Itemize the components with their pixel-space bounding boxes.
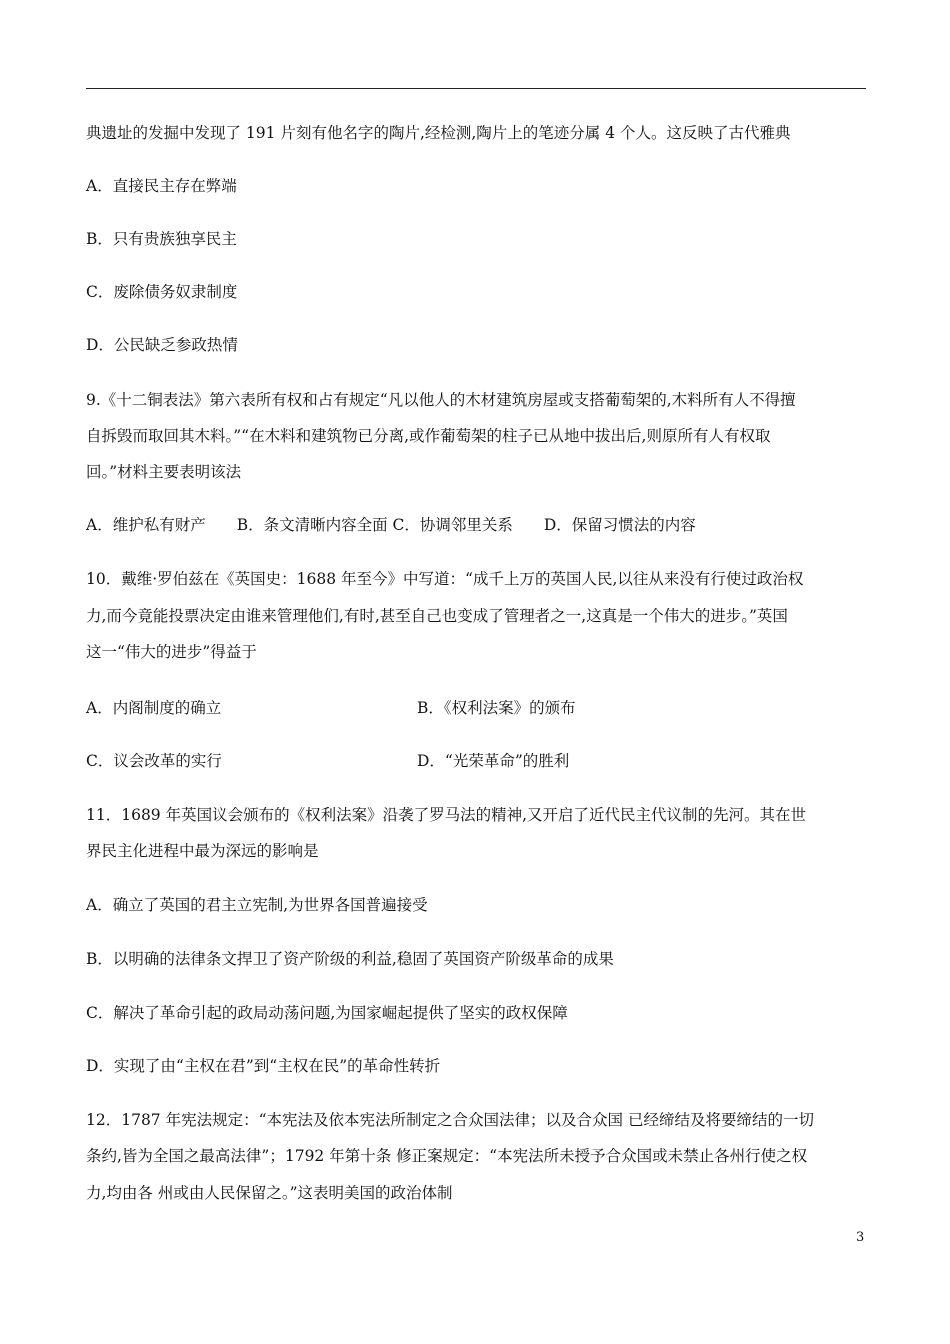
q8-option-b: B．只有贵族独享民主 <box>86 230 237 248</box>
q9-stem-line-2: 自拆毁而取回其木料。”“在木料和建筑物已分离,或作葡萄架的柱子已从地中拔出后,则原所有人有权取 <box>86 427 771 445</box>
q10-stem-line-3: 这一“伟大的进步”得益于 <box>86 643 257 661</box>
q8-option-d: D．公民缺乏参政热情 <box>86 336 238 354</box>
q11-option-c: C．解决了革命引起的政局动荡问题,为国家崛起提供了坚实的政权保障 <box>86 1004 568 1022</box>
q8-option-a: A．直接民主存在弊端 <box>86 177 237 195</box>
q12-stem-line-2: 条约,皆为全国之最高法律”；1792 年第十条 修正案规定：“本宪法所未授予合众国或未禁止各州行使之权 <box>86 1147 808 1165</box>
q9-stem-line-3: 回。”材料主要表明该法 <box>86 463 242 481</box>
q12-stem-line-1: 12．1787 年宪法规定：“本宪法及依本宪法所制定之合众国法律；以及合众国 已经缔结及将要缔结的一切 <box>86 1111 814 1129</box>
q10-stem-line-1: 10．戴维·罗伯兹在《英国史：1688 年至今》中写道：“成千上万的英国人民,以往从来没有行使过政治权 <box>86 570 804 588</box>
q10-option-d: D．“光荣革命”的胜利 <box>417 752 570 770</box>
q10-option-c: C．议会改革的实行 <box>86 752 222 770</box>
header-rule <box>86 88 866 89</box>
q10-option-a: A．内阁制度的确立 <box>86 699 222 717</box>
q11-stem-line-2: 界民主化进程中最为深远的影响是 <box>86 842 319 860</box>
q9-stem-line-1: 9.《十二铜表法》第六表所有权和占有规定“凡以他人的木材建筑房屋或支搭葡萄架的,木料所有人不得擅 <box>86 391 796 409</box>
q11-stem-line-1: 11．1689 年英国议会颁布的《权利法案》沿袭了罗马法的精神,又开启了近代民主代议制的先河。其在世 <box>86 806 807 824</box>
q10-option-b: B．《权利法案》的颁布 <box>417 699 576 717</box>
q11-option-a: A．确立了英国的君主立宪制,为世界各国普遍接受 <box>86 896 428 914</box>
q10-stem-line-2: 力,而今竟能投票决定由谁来管理他们,有时,甚至自己也变成了管理者之一,这真是一个伟大的进步。”英国 <box>86 607 788 625</box>
q11-option-d: D．实现了由“主权在君”到“主权在民”的革命性转折 <box>86 1057 441 1075</box>
q9-options: A．维护私有财产 B．条文清晰内容全面 C．协调邻里关系 D．保留习惯法的内容 <box>86 516 696 534</box>
q11-option-b: B．以明确的法律条文捍卫了资产阶级的利益,稳固了英国资产阶级革命的成果 <box>86 950 614 968</box>
page-number: 3 <box>856 1230 865 1245</box>
q12-stem-line-3: 力,均由各 州或由人民保留之。”这表明美国的政治体制 <box>86 1184 453 1202</box>
q8-stem-line: 典遗址的发掘中发现了 191 片刻有他名字的陶片,经检测,陶片上的笔迹分属 4 个人。这反映了古代雅典 <box>86 124 791 142</box>
q8-option-c: C．废除债务奴隶制度 <box>86 283 238 301</box>
